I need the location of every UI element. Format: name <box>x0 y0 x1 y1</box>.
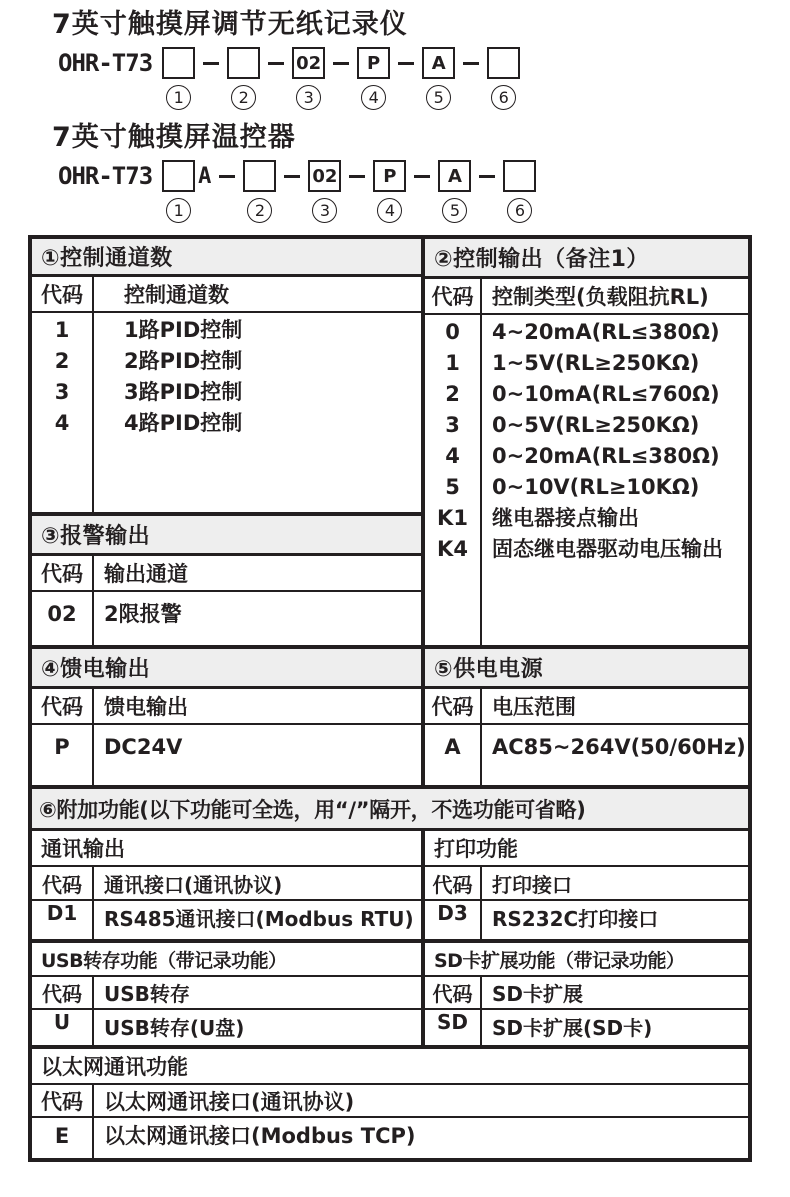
column-header-desc: 电压范围 <box>492 695 576 719</box>
column-header-code: 代码 <box>425 867 482 899</box>
column-header-desc: SD卡扩展 <box>492 982 584 1006</box>
model-position-6 <box>503 160 536 223</box>
desc-cell: 2路PID控制 <box>124 349 243 373</box>
dash-separator <box>414 175 430 178</box>
code-cell: 1 <box>445 351 460 375</box>
code-cell: A <box>444 735 461 759</box>
code-cell: E <box>54 1124 70 1148</box>
desc-cell: 0~10V(RL≥10KΩ) <box>492 475 700 499</box>
column-header-desc: 输出通道 <box>104 562 188 586</box>
position-number-circle: 6 <box>491 85 516 110</box>
table-comm-output <box>32 831 421 943</box>
table-control-channels <box>32 239 421 516</box>
section-a <box>32 239 748 649</box>
code-cell: D1 <box>32 901 94 939</box>
column-header-code: 代码 <box>425 279 482 313</box>
column-header-desc: 控制通道数 <box>124 283 229 307</box>
desc-cell: RS232C打印接口 <box>492 907 659 931</box>
code-cell: 0 <box>445 320 460 344</box>
desc-cell: DC24V <box>104 735 183 759</box>
model-box: P <box>357 47 390 79</box>
column-header-code: 代码 <box>32 867 94 899</box>
table-ethernet <box>32 1049 748 1158</box>
model-position-4 <box>357 47 390 110</box>
position-number-circle: 6 <box>507 198 532 223</box>
section-header: ①控制通道数 <box>32 239 421 277</box>
section-c <box>32 789 748 1158</box>
model-position-4 <box>373 160 406 223</box>
model-position-2 <box>243 160 276 223</box>
model-code-diagram-controller <box>58 160 790 223</box>
column-header-desc: 馈电输出 <box>104 695 188 719</box>
additional-functions-header: ⑥附加功能(以下功能可全选，用“/”隔开，不选功能可省略) <box>32 789 748 831</box>
model-box <box>162 47 195 79</box>
position-number-circle: 1 <box>166 198 191 223</box>
position-number-circle: 5 <box>426 85 451 110</box>
model-box <box>487 47 520 79</box>
model-position-6 <box>487 47 520 110</box>
position-number-circle: 3 <box>312 198 337 223</box>
dash-separator <box>349 175 365 178</box>
code-cell: 2 <box>445 382 460 406</box>
position-number-circle: 2 <box>247 198 272 223</box>
desc-cell: 以太网通讯接口(Modbus TCP) <box>104 1124 416 1148</box>
model-position-3 <box>308 160 341 223</box>
desc-cell: 3路PID控制 <box>124 380 243 404</box>
code-cell: 3 <box>445 413 460 437</box>
dash-separator <box>333 62 349 65</box>
model-position-5 <box>438 160 471 223</box>
dash-separator <box>219 175 235 178</box>
dash-separator <box>398 62 414 65</box>
desc-cell: 0~10mA(RL≤760Ω) <box>492 382 720 406</box>
desc-cell: 2限报警 <box>104 602 182 626</box>
model-box <box>503 160 536 192</box>
desc-cell: RS485通讯接口(Modbus RTU) <box>104 907 414 931</box>
column-header-code: 代码 <box>32 1085 94 1116</box>
position-number-circle: 1 <box>166 85 191 110</box>
code-cell: 02 <box>47 602 77 626</box>
column-header-code: 代码 <box>32 689 94 723</box>
table-power-supply <box>425 649 748 785</box>
model-box: A <box>438 160 471 192</box>
section-header: ②控制输出（备注1） <box>425 239 748 279</box>
desc-cell: 固态继电器驱动电压输出 <box>492 537 723 561</box>
code-cell: K1 <box>437 506 468 530</box>
section-header: ⑤供电电源 <box>425 649 748 689</box>
desc-cell: 0~20mA(RL≤380Ω) <box>492 444 720 468</box>
table-control-output <box>425 239 748 645</box>
code-cell: SD <box>425 1010 482 1045</box>
model-position-5 <box>422 47 455 110</box>
section-header: ③报警输出 <box>32 516 421 556</box>
model-box: P <box>373 160 406 192</box>
position-number-circle: 5 <box>442 198 467 223</box>
position-number-circle: 4 <box>377 198 402 223</box>
desc-cell: AC85~264V(50/60Hz) <box>492 735 746 759</box>
product-title-controller: 7英寸触摸屏温控器 <box>52 122 296 153</box>
desc-cell: 1路PID控制 <box>124 318 243 342</box>
sub-section-header: 打印功能 <box>425 831 748 867</box>
dash-separator <box>479 175 495 178</box>
sub-section-header: 通讯输出 <box>32 831 421 867</box>
code-cell: U <box>32 1010 94 1045</box>
position-number-circle: 4 <box>361 85 386 110</box>
section-b <box>32 649 748 789</box>
model-prefix: OHR-T73 <box>58 162 153 190</box>
table-sd-card <box>425 943 748 1045</box>
code-cell: 5 <box>445 475 460 499</box>
model-position-3 <box>292 47 325 110</box>
model-position-1 <box>162 47 195 110</box>
dash-separator <box>268 62 284 65</box>
model-prefix: OHR-T73 <box>58 49 153 77</box>
table-alarm-output <box>32 516 421 645</box>
model-box: A <box>422 47 455 79</box>
desc-cell: 4~20mA(RL≤380Ω) <box>492 320 720 344</box>
code-cell: P <box>54 735 70 759</box>
product-title-recorder: 7英寸触摸屏调节无纸记录仪 <box>52 9 408 40</box>
sub-section-header: SD卡扩展功能（带记录功能） <box>425 943 748 977</box>
desc-cell: 0~5V(RL≥250KΩ) <box>492 413 700 437</box>
model-box <box>227 47 260 79</box>
desc-cell: SD卡扩展(SD卡) <box>492 1016 653 1040</box>
model-code-diagram-recorder <box>58 47 790 110</box>
model-box <box>243 160 276 192</box>
sub-section-header: 以太网通讯功能 <box>32 1049 748 1085</box>
code-cell: K4 <box>437 537 468 561</box>
column-header-desc: 通讯接口(通讯协议) <box>104 872 283 897</box>
sub-section-header: USB转存功能（带记录功能） <box>32 943 421 977</box>
code-cell: 4 <box>445 444 460 468</box>
position-number-circle: 3 <box>296 85 321 110</box>
column-header-code: 代码 <box>32 977 94 1008</box>
code-cell: D3 <box>425 901 482 939</box>
dash-separator <box>284 175 300 178</box>
section-header: ④馈电输出 <box>32 649 421 689</box>
column-header-desc: 打印接口 <box>492 872 572 897</box>
column-header-desc: 以太网通讯接口(通讯协议) <box>104 1089 355 1114</box>
table-feed-output <box>32 649 421 785</box>
position-number-circle: 2 <box>231 85 256 110</box>
model-box <box>162 160 195 192</box>
column-header-code: 代码 <box>425 689 482 723</box>
code-cell: 2 <box>54 349 70 373</box>
code-cell: 4 <box>54 411 70 435</box>
model-box: 02 <box>292 47 325 79</box>
model-position-1 <box>162 160 211 223</box>
column-header-code: 代码 <box>32 277 94 311</box>
desc-cell: 1~5V(RL≥250KΩ) <box>492 351 700 375</box>
table-usb-transfer <box>32 943 421 1045</box>
code-cell: 1 <box>54 318 70 342</box>
column-header-desc: USB转存 <box>104 982 190 1006</box>
column-header-desc: 控制类型(负载阻抗RL) <box>492 285 709 309</box>
desc-cell: 4路PID控制 <box>124 411 243 435</box>
desc-cell: USB转存(U盘) <box>104 1016 245 1040</box>
model-box: 02 <box>308 160 341 192</box>
model-position-2 <box>227 47 260 110</box>
column-header-code: 代码 <box>32 556 94 590</box>
dash-separator <box>463 62 479 65</box>
model-box-suffix: A <box>198 163 212 189</box>
ordering-table <box>28 235 752 1162</box>
dash-separator <box>203 62 219 65</box>
column-header-code: 代码 <box>425 977 482 1008</box>
code-cell: 3 <box>54 380 70 404</box>
desc-cell: 继电器接点输出 <box>492 506 639 530</box>
table-print-function <box>425 831 748 943</box>
